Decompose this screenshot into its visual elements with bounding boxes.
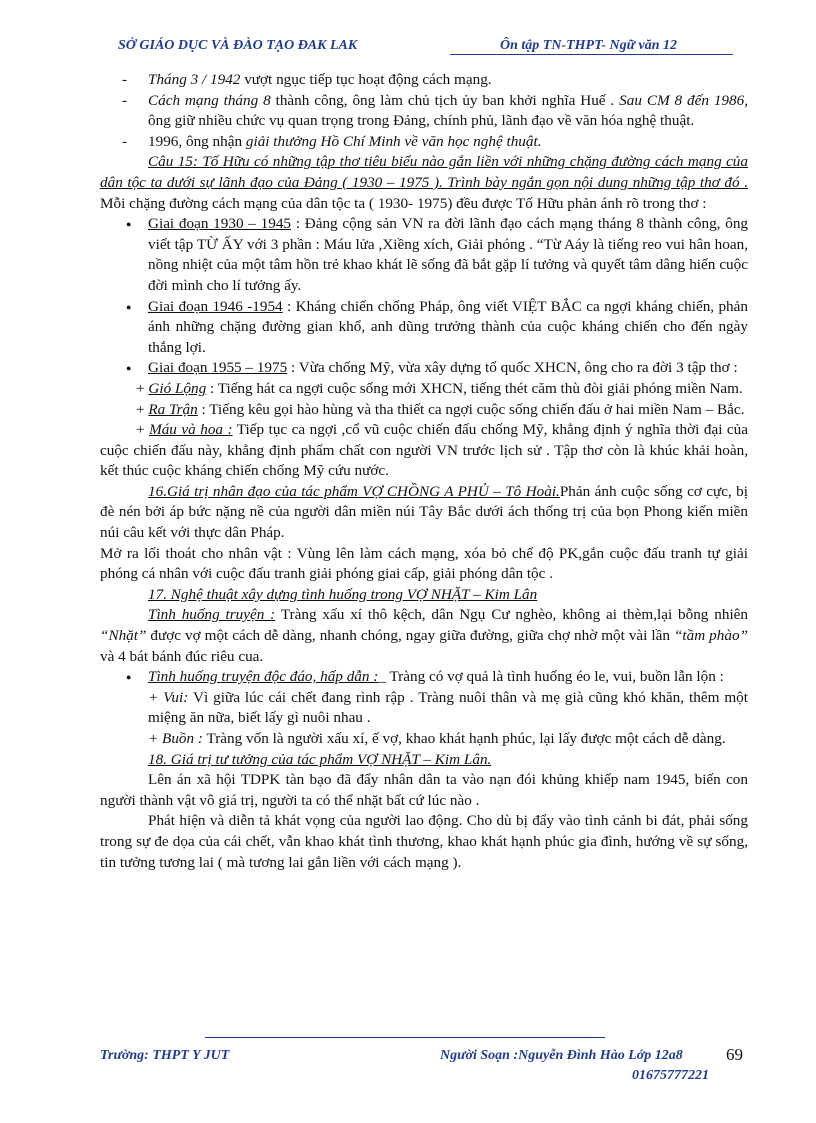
list-item: + Ra Trận : Tiếng kêu gọi hào hùng và tha thiết ca ngợi cuộc sống chiến đấu ở hai miền Nam – Bắc. — [136, 400, 745, 418]
paragraph: Tình huống truyện : Tràng xấu xí thô kệch, dân Ngụ Cư nghèo, không ai thèm,lại bỗng nhiên “Nhặt” được vợ một cách dễ dàng, nhanh chóng, ngay giữa đường, giữa chợ nhờ một vài lần “tầm phào” và 4 bát bánh đúc riêu cua. — [100, 606, 748, 665]
list-item: + Vui: Vì giữa lúc cái chết đang rình rập . Tràng nuôi thân và mẹ già cũng khó khăn, thêm một miệng ăn nữa, biết lấy gì nuôi nhau . — [148, 688, 748, 727]
list-item: ● Tình huống truyện độc đáo, hấp dẫn :_ Tràng có vợ quả là tình huống éo le, vui, buồn lẫn lộn : — [100, 667, 748, 688]
list-item: + Buồn : Tràng vốn là người xấu xí, ế vợ, khao khát hạnh phúc, lại lấy được một cách dễ dàng. — [148, 730, 726, 747]
list-item: - Tháng 3 / 1942 vượt ngục tiếp tục hoạt động cách mạng. — [100, 70, 748, 91]
list-item: + Gió Lộng : Tiếng hát ca ngợi cuộc sống mới XHCN, tiếng thét căm thù đòi giải phóng miền Nam. — [136, 379, 743, 397]
header-right: Ôn tập TN-THPT- Ngữ văn 12 — [450, 38, 733, 55]
list-item: ● Giai đoạn 1930 – 1945 : Đảng cộng sản VN ra đời lãnh đạo cách mạng tháng 8 thành công, ông viết tập TỪ ẤY với 3 phần : Máu lửa ,Xiềng xích, Giải phóng . “Từ Aáy là tiếng reo vui hân hoan, nồng nhiệt của một tâm hồn trẻ khao khát lẽ sống đã bắt gặp lí tưởng và quyết tâm dâng hiến cuộc đời mình cho lí tưởng ấy. — [100, 214, 748, 296]
footer-author: Người Soạn :Nguyễn Đình Hào Lớp 12a8 — [440, 1048, 683, 1063]
paragraph: Phát hiện và diễn tả khát vọng của người lao động. Cho dù bị đẩy vào tình cảnh bi đát, phải sống trong sự đe dọa của cái chết, vẫn khao khát tình thương, khao khát hạnh phúc gia đình, hướng về sự sống, tin tưởng tương lai ( mà tương lai gắn liền với cách mạng ). — [100, 812, 748, 871]
section-17-title: 17. Nghệ thuật xây dựng tình huống trong VỢ NHẶT – Kim Lân — [148, 585, 538, 603]
footer-phone: 01675777221 — [632, 1068, 709, 1083]
page-number: 69 — [726, 1045, 743, 1064]
list-item: ● Giai đoạn 1955 – 1975 : Vừa chống Mỹ, vừa xây dựng tổ quốc XHCN, ông cho ra đời 3 tập thơ : — [100, 358, 748, 379]
list-item: - Cách mạng tháng 8 thành công, ông làm chủ tịch ủy ban khởi nghĩa Huế . Sau CM 8 đến 1986, ông giữ nhiều chức vụ quan trọng trong Đảng, chính phủ, lãnh đạo về văn hóa nghệ thuật. — [100, 91, 748, 132]
document-body — [100, 70, 748, 873]
question-15: Câu 15: Tố Hữu có những tập thơ tiêu biểu nào gắn liền với những chặng đường cách mạng của dân tộc ta dưới sự lãnh đạo của Đảng ( 1930 – 1975 ). Trình bày ngắn gọn nội dung những tập thơ đó . Mỗi chặng đường cách mạng của dân tộc ta ( 1930- 1975) đều được Tố Hữu phản ánh rõ trong thơ : — [100, 153, 748, 212]
section-18-title: 18. Giá trị tư tưởng của tác phẩm VỢ NHẶT – Kim Lân. — [148, 750, 492, 768]
section-16: 16.Giá trị nhân đạo của tác phẩm VỢ CHỒNG A PHỦ – Tô Hoài.Phản ánh cuộc sống cơ cực, bị đè nén bởi áp bức nặng nề của người dân miền núi Tây Bắc dưới ách thống trị của bọn Phong kiến miền núi câu kết với thực dân Pháp. — [100, 482, 748, 542]
header-left: SỞ GIÁO DỤC VÀ ĐÀO TẠO ĐAK LAK — [118, 38, 358, 53]
paragraph: Mở ra lối thoát cho nhân vật : Vùng lên làm cách mạng, xóa bỏ chế độ PK,gắn cuộc đấu tranh tự giải phóng cá nhân với cuộc đấu tranh giải phóng giai cấp, giải phóng dân tộc . — [100, 544, 748, 583]
paragraph: Lên án xã hội TDPK tàn bạo đã đẩy nhân dân ta vào nạn đói khủng khiếp nam 1945, biến con người thành vật vô giá trị, người ta có thể nhặt bất cứ lúc nào . — [100, 771, 748, 809]
list-item: - 1996, ông nhận giải thưởng Hồ Chí Minh về văn học nghệ thuật. — [100, 132, 748, 153]
list-item: ● Giai đoạn 1946 -1954 : Kháng chiến chống Pháp, ông viết VIỆT BẮC ca ngợi kháng chiến, phản ánh những chặng đường gian khổ, anh dũng trưởng thành của cuộc kháng chiến cho đến ngày thắng lợi. — [100, 297, 748, 359]
footer-school: Trường: THPT Y JUT — [100, 1048, 230, 1063]
list-item: + Máu và hoa : Tiếp tục ca ngợi ,cổ vũ cuộc chiến đấu chống Mỹ, khẳng định ý nghĩa thời đại của cuộc chiến đấu này, khẳng định phẩm chất con người VN trước lịch sử . Tập thơ còn là khúc khải hoàn, kết thúc cuộc kháng chiến chống Mỹ cứu nước. — [100, 421, 748, 480]
footer-divider — [205, 1037, 605, 1038]
